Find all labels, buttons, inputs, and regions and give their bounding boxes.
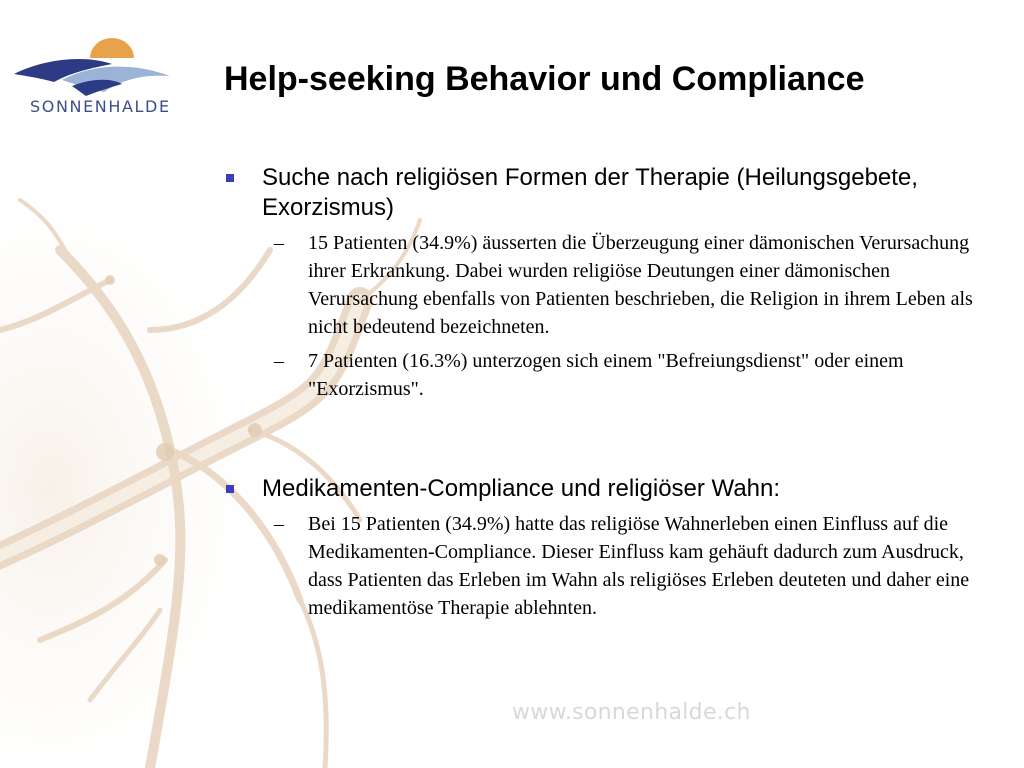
sub-bullet-item xyxy=(224,347,994,403)
bullet-section-religious-therapy xyxy=(224,163,994,409)
sub-bullet-list xyxy=(224,510,994,622)
sub-bullet-text: 7 Patienten (16.3%) unterzogen sich einem "Befreiungsdienst" oder einem "Exorzismus". xyxy=(308,350,904,400)
dash-bullet-icon: – xyxy=(274,350,284,372)
logo-wordmark: SONNENHALDE xyxy=(30,97,171,116)
square-bullet-icon xyxy=(226,485,234,493)
slide-title: Help-seeking Behavior und Compliance xyxy=(224,60,865,98)
sub-bullet-text: 15 Patienten (34.9%) äusserten die Überzeugung einer dämonischen Verursachung ihrer Erkrankung. Dabei wurden religiöse Deutungen einer dämonischen Verursachung ebenfalls von Patienten beschrieben, die Religion in ihrem Leben als nicht bedeutend bezeichneten. xyxy=(308,232,973,338)
sub-bullet-list xyxy=(224,229,994,403)
dash-bullet-icon: – xyxy=(274,513,284,535)
sub-bullet-text: Bei 15 Patienten (34.9%) hatte das religiöse Wahnerleben einen Einfluss auf die Medikamenten-Compliance. Dieser Einfluss kam gehäuft dadurch zum Ausdruck, dass Patienten das Erleben im Wahn als religiöses Erleben deuteten und daher eine medikamentöse Therapie ablehnten. xyxy=(308,513,970,619)
dash-bullet-icon: – xyxy=(274,232,284,254)
bullet-text: Medikamenten-Compliance und religiöser Wahn: xyxy=(262,475,781,502)
bullet-section-medication-compliance xyxy=(224,474,994,628)
sub-bullet-item xyxy=(224,229,994,341)
footer-url: www.sonnenhalde.ch xyxy=(512,700,751,725)
square-bullet-icon xyxy=(226,174,234,182)
bullet-text: Suche nach religiösen Formen der Therapie (Heilungsgebete, Exorzismus) xyxy=(262,164,918,221)
bullet-item xyxy=(224,474,994,504)
sub-bullet-item xyxy=(224,510,994,622)
bullet-item xyxy=(224,163,994,223)
